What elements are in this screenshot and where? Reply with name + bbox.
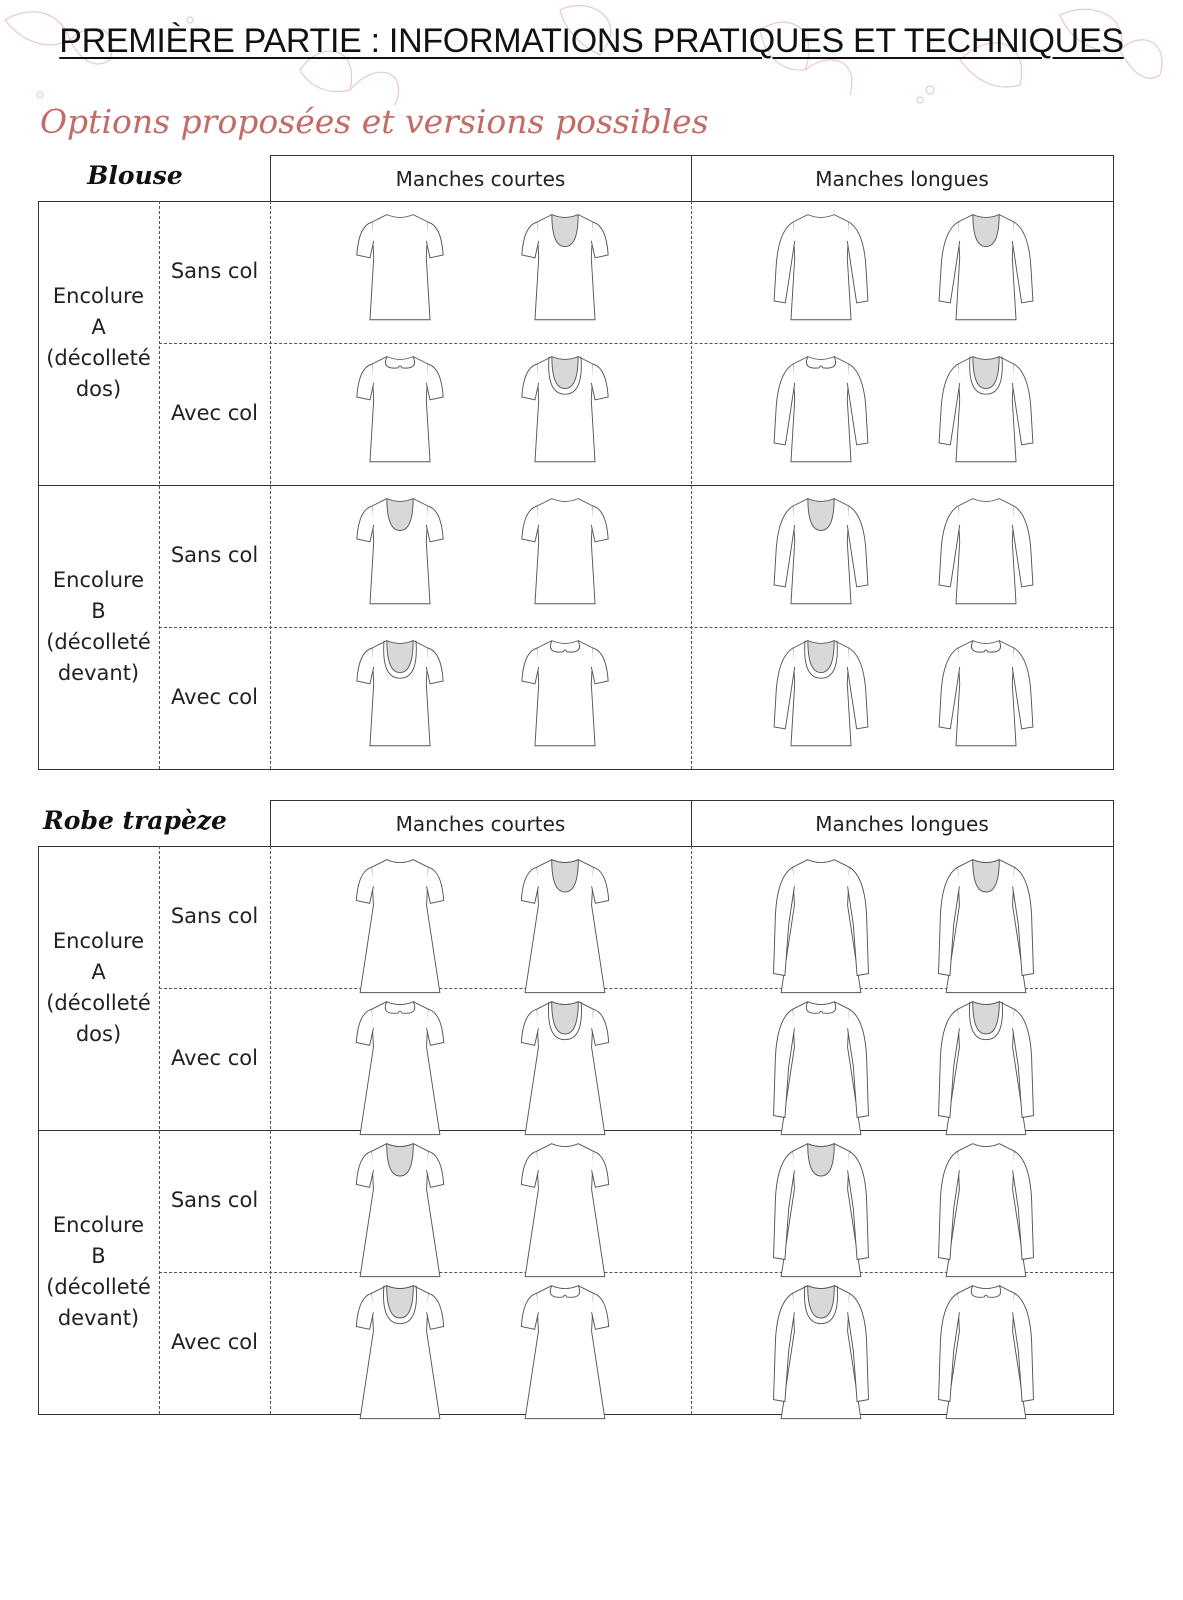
collar-option-label: Avec col bbox=[171, 1330, 258, 1354]
dress-long-sleeve-front-sketch-icon bbox=[771, 996, 871, 1146]
dress-long-sleeve-back-sketch-icon bbox=[936, 1138, 1036, 1288]
collar-option-label: Sans col bbox=[170, 1188, 259, 1212]
blouse-short-sleeve-back-sketch-icon bbox=[515, 635, 615, 757]
column-header-short-sleeves: Manches courtes bbox=[395, 812, 566, 836]
table-title: Blouse bbox=[87, 161, 183, 190]
table-border bbox=[38, 846, 1114, 847]
blouse-short-sleeve-back-sketch-icon bbox=[515, 351, 615, 473]
dress-short-sleeve-back-sketch-icon bbox=[515, 996, 615, 1146]
blouse-short-sleeve-front-sketch-icon bbox=[350, 209, 450, 331]
dress-short-sleeve-front-sketch-icon bbox=[350, 996, 450, 1146]
blouse-long-sleeve-front-sketch-icon bbox=[771, 635, 871, 757]
dress-long-sleeve-back-sketch-icon bbox=[936, 996, 1036, 1146]
dashed-column-divider bbox=[159, 846, 160, 1414]
collar-option-label: Avec col bbox=[171, 401, 258, 425]
neckline-label-B: Encolure B (décolleté devant) bbox=[46, 568, 151, 685]
dress-short-sleeve-front-sketch-icon bbox=[350, 1280, 450, 1430]
collar-option-label: Sans col bbox=[170, 904, 259, 928]
collar-option-label: Sans col bbox=[170, 259, 259, 283]
blouse-short-sleeve-front-sketch-icon bbox=[350, 493, 450, 615]
table-header-border bbox=[1113, 800, 1114, 846]
neckline-label-A: Encolure A (décolleté dos) bbox=[46, 284, 151, 401]
collar-option-label: Sans col bbox=[170, 543, 259, 567]
blouse-long-sleeve-front-sketch-icon bbox=[771, 209, 871, 331]
blouse-short-sleeve-back-sketch-icon bbox=[515, 209, 615, 331]
table-header-border bbox=[270, 155, 1114, 156]
blouse-short-sleeve-front-sketch-icon bbox=[350, 635, 450, 757]
table-title: Robe trapèze bbox=[43, 806, 227, 835]
group-separator bbox=[38, 485, 1114, 486]
table-border bbox=[38, 769, 1114, 770]
column-header-long-sleeves: Manches longues bbox=[815, 167, 989, 191]
dress-long-sleeve-front-sketch-icon bbox=[771, 1280, 871, 1430]
column-header-short-sleeves: Manches courtes bbox=[395, 167, 566, 191]
blouse-long-sleeve-back-sketch-icon bbox=[936, 209, 1036, 331]
dashed-row-divider bbox=[159, 343, 1113, 344]
dashed-column-divider bbox=[159, 201, 160, 769]
blouse-long-sleeve-front-sketch-icon bbox=[771, 351, 871, 473]
dashed-column-divider bbox=[691, 846, 692, 1414]
dashed-row-divider bbox=[159, 627, 1113, 628]
dress-long-sleeve-front-sketch-icon bbox=[771, 1138, 871, 1288]
blouse-long-sleeve-back-sketch-icon bbox=[936, 493, 1036, 615]
blouse-short-sleeve-front-sketch-icon bbox=[350, 351, 450, 473]
dashed-column-divider bbox=[691, 201, 692, 769]
neckline-label-B: Encolure B (décolleté devant) bbox=[46, 1213, 151, 1330]
blouse-short-sleeve-back-sketch-icon bbox=[515, 493, 615, 615]
dress-long-sleeve-back-sketch-icon bbox=[936, 1280, 1036, 1430]
dashed-column-divider bbox=[270, 846, 271, 1414]
blouse-long-sleeve-back-sketch-icon bbox=[936, 635, 1036, 757]
dress-short-sleeve-back-sketch-icon bbox=[515, 854, 615, 1004]
table-header-border bbox=[270, 800, 1114, 801]
table-border bbox=[38, 201, 1114, 202]
page-title: PREMIÈRE PARTIE : INFORMATIONS PRATIQUES ET TECHNIQUES bbox=[59, 22, 1124, 60]
dress-long-sleeve-front-sketch-icon bbox=[771, 854, 871, 1004]
dress-short-sleeve-front-sketch-icon bbox=[350, 1138, 450, 1288]
dress-long-sleeve-back-sketch-icon bbox=[936, 854, 1036, 1004]
dress-short-sleeve-front-sketch-icon bbox=[350, 854, 450, 1004]
table-header-border bbox=[1113, 155, 1114, 201]
blouse-long-sleeve-back-sketch-icon bbox=[936, 351, 1036, 473]
dashed-column-divider bbox=[270, 201, 271, 769]
collar-option-label: Avec col bbox=[171, 1046, 258, 1070]
collar-option-label: Avec col bbox=[171, 685, 258, 709]
dress-short-sleeve-back-sketch-icon bbox=[515, 1280, 615, 1430]
blouse-long-sleeve-front-sketch-icon bbox=[771, 493, 871, 615]
section-title: Options proposées et versions possibles bbox=[40, 102, 709, 141]
neckline-label-A: Encolure A (décolleté dos) bbox=[46, 929, 151, 1046]
column-header-long-sleeves: Manches longues bbox=[815, 812, 989, 836]
dress-short-sleeve-back-sketch-icon bbox=[515, 1138, 615, 1288]
